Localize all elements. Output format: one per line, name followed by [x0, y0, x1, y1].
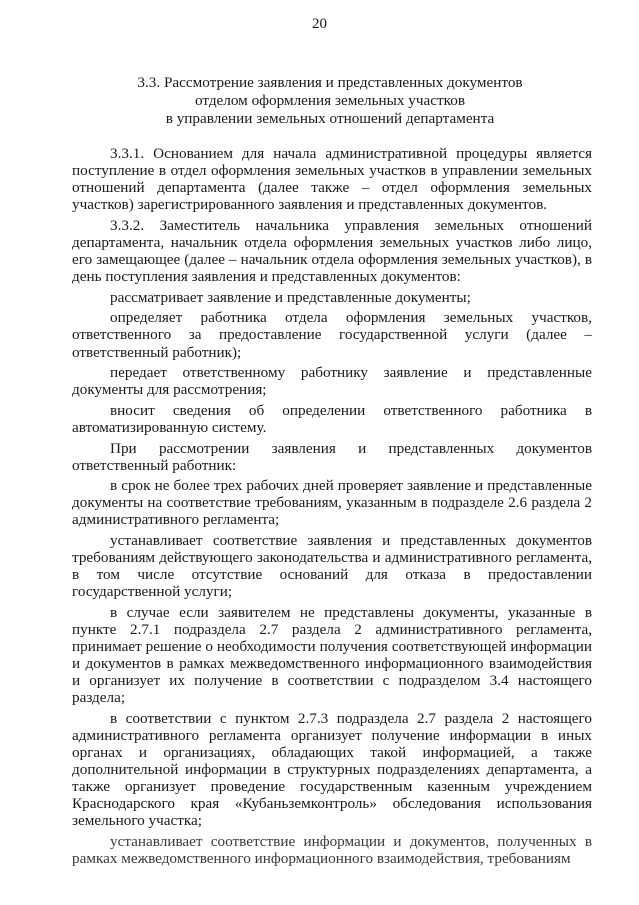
list-item: рассматривает заявление и представленные документы; [110, 288, 471, 306]
document-body [72, 145, 592, 867]
list-item: устанавливает соответствие заявления и представленных документов требованиям действующего законодательства и административного регламента, в том числе отсутствие оснований для отказа в предоставлении государственной услуги; [72, 531, 592, 601]
list-item: в случае если заявителем не представлены документы, указанные в пункте 2.7.1 подраздела 2.7 раздела 2 административного регламента, принимает решение о необходимости получения соответствующей информации и документов в рамках межведомственного информационного взаимодействия и организует их получение в соответствии с подразделом 3.4 настоящего раздела; [72, 603, 592, 707]
list-item: вносит сведения об определении ответственного работника в автоматизированную систему. [72, 401, 592, 436]
list-item: определяет работника отдела оформления земельных участков, ответственного за предоставление государственной услуги (далее – ответственный работник); [72, 309, 592, 361]
paragraph-3-3-1: 3.3.1. Основанием для начала административной процедуры является поступление в отдел оформления земельных участков в управлении земельных отношений департамента (далее также – отдел оформления земельных участков) зарегистрированного заявления и представленных документов. [72, 145, 592, 214]
section-heading-line: отделом оформления земельных участков [195, 92, 465, 109]
page-number: 20 [312, 16, 327, 32]
section-heading-line: в управлении земельных отношений департамента [165, 110, 495, 127]
paragraph: При рассмотрении заявления и представленных документов ответственный работник: [72, 439, 592, 474]
list-item: в срок не более трех рабочих дней проверяет заявление и представленные документы на соответствие требованиям, указанным в подразделе 2.6 раздела 2 административного регламента; [72, 477, 592, 529]
section-heading-line: 3.3. Рассмотрение заявления и представленных документов [137, 74, 523, 91]
list-item: устанавливает соответствие информации и документов, полученных в рамках межведомственного информационного взаимодействия, требованиям [72, 833, 592, 868]
section-heading [40, 74, 620, 128]
list-item: передает ответственному работнику заявление и представленные документы для рассмотрения; [72, 364, 592, 399]
list-item: в соответствии с пунктом 2.7.3 подраздела 2.7 раздела 2 настоящего административного регламента организует получение информации в иных органах и организациях, обладающих такой информацией, а также дополнительной информации в структурных подразделениях департамента, а также организует проведение государственным казенным учреждением Краснодарского края «Кубаньземконтроль» обследования использования земельного участка; [72, 709, 592, 830]
paragraph-3-3-2: 3.3.2. Заместитель начальника управления земельных отношений департамента, начальник отдела оформления земельных участков либо лицо, его замещающее (далее – начальник отдела оформления земельных участков), в день поступления заявления и представленных документов: [72, 216, 592, 286]
